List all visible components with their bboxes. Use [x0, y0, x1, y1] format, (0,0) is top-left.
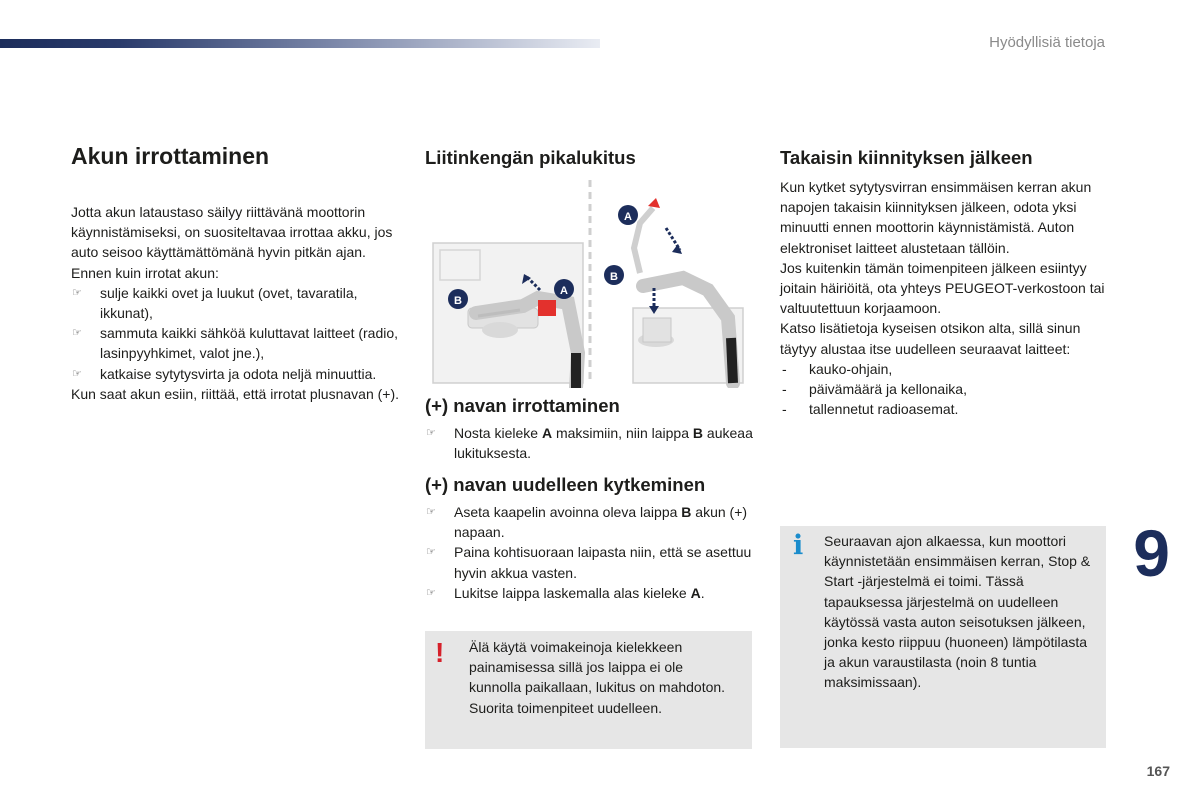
paragraph: Jos kuitenkin tämän toimenpiteen jälkeen esiintyy joitain häiriöitä, ota yhteys PEUGEOT-verkostoon tai valtuutettuun korjaamoon.: [780, 259, 1105, 317]
pointer-icon: ☞: [72, 327, 82, 340]
warning-text: Älä käytä voimakeinoja kielekkeen painamisessa sillä jos laippa ei ole kunnolla paikallaan, lukitus on mahdoton. Suorita toimenpiteet uudelleen.: [469, 639, 726, 716]
list-item: ☞ katkaise sytytysvirta ja odota neljä minuuttia.: [71, 364, 401, 384]
page-number: 167: [1146, 763, 1170, 779]
pointer-icon: ☞: [426, 506, 436, 518]
reset-devices-list: [780, 359, 1110, 420]
reconnect-steps: [425, 502, 755, 603]
chapter-number: 9: [1133, 516, 1170, 590]
column-quick-lock: [425, 147, 755, 169]
warning-box: [425, 631, 752, 749]
svg-text:A: A: [624, 211, 632, 223]
list-item: ☞ Paina kohtisuoraan laipasta niin, että se asettuu hyvin akkua vasten.: [426, 544, 752, 581]
section-title: Hyödyllisiä tietoja: [989, 34, 1105, 51]
header-gradient-bar: [0, 39, 600, 48]
pointer-icon: ☞: [72, 367, 82, 380]
subsection-heading: (+) navan uudelleen kytkeminen: [425, 474, 706, 495]
list-item: ☞ Nosta kieleke A maksimiin, niin laippa B aukeaa lukituksesta.: [426, 425, 753, 462]
page-title: Akun irrottaminen: [71, 143, 270, 169]
disconnect-steps: [425, 423, 755, 463]
column-after-reconnect: [780, 147, 1110, 419]
pointer-icon: ☞: [426, 427, 436, 439]
before-label: Ennen kuin irrotat akun:: [71, 264, 219, 281]
pointer-icon: ☞: [426, 546, 436, 559]
warning-exclamation-icon: !: [435, 637, 445, 668]
list-item: - kauko-ohjain,: [782, 360, 893, 377]
svg-text:B: B: [610, 271, 618, 283]
reconnect-section: [425, 474, 755, 603]
info-text: Seuraavan ajon alkaessa, kun moottori käynnistetään ensimmäisen kerran, Stop & Start -järjestelmä ei toimi. Tässä tapauksessa järjestelmä on uudelleen käytössä vasta auton seisotuksen jälkeen, jonka kesto riippuu (huoneen) lämpötilasta ja akun varaustilasta (noin 8 tuntia maksimissaan).: [824, 533, 1091, 691]
list-item: ☞ sammuta kaikki sähköä kuluttavat laitteet (radio, lasinpyyhkimet, valot jne.),: [72, 325, 399, 362]
list-item: ☞ Lukitse laippa laskemalla alas kieleke A.: [425, 583, 755, 603]
svg-text:A: A: [560, 285, 568, 297]
preparation-list: [71, 283, 401, 384]
list-item: ☞ sulje kaikki ovet ja luukut (ovet, tavaratila, ikkunat),: [72, 284, 358, 322]
paragraph: Katso lisätietoja kyseisen otsikon alta, sillä sinun täytyy alustaa itse uudelleen seuraavat laitteet:: [780, 320, 1081, 357]
disconnect-section: [425, 395, 755, 463]
list-item: - päivämäärä ja kellonaika,: [782, 381, 967, 398]
list-item: ☞ Aseta kaapelin avoinna oleva laippa B akun (+) napaan.: [426, 504, 748, 541]
pointer-icon: ☞: [426, 586, 436, 599]
column-battery-disconnect: [71, 202, 401, 404]
terminal-illustration: [428, 178, 748, 388]
svg-text:B: B: [454, 295, 462, 307]
pointer-icon: ☞: [72, 286, 82, 299]
info-box: [780, 526, 1106, 748]
paragraph: Kun kytket sytytysvirran ensimmäisen kerran akun napojen takaisin kiinnityksen jälkeen, odota yksi minuutti ennen moottorin käynnistämistä. Auton elektroniset laitteet alustetaan tällöin.: [780, 179, 1092, 256]
section-heading: Liitinkengän pikalukitus: [425, 147, 636, 168]
list-item: - tallennetut radioasemat.: [782, 401, 959, 418]
intro-paragraph: Jotta akun lataustaso säilyy riittävänä moottorin käynnistämiseksi, on suositeltavaa irrottaa akku, jos auto seisoo käyttämättömänä hyvin pitkän ajan.: [71, 204, 393, 261]
subsection-heading: (+) navan irrottaminen: [425, 395, 620, 416]
outro-paragraph: Kun saat akun esiin, riittää, että irrotat plusnavan (+).: [71, 385, 400, 402]
info-icon: i: [793, 530, 804, 561]
section-heading: Takaisin kiinnityksen jälkeen: [780, 147, 1033, 168]
